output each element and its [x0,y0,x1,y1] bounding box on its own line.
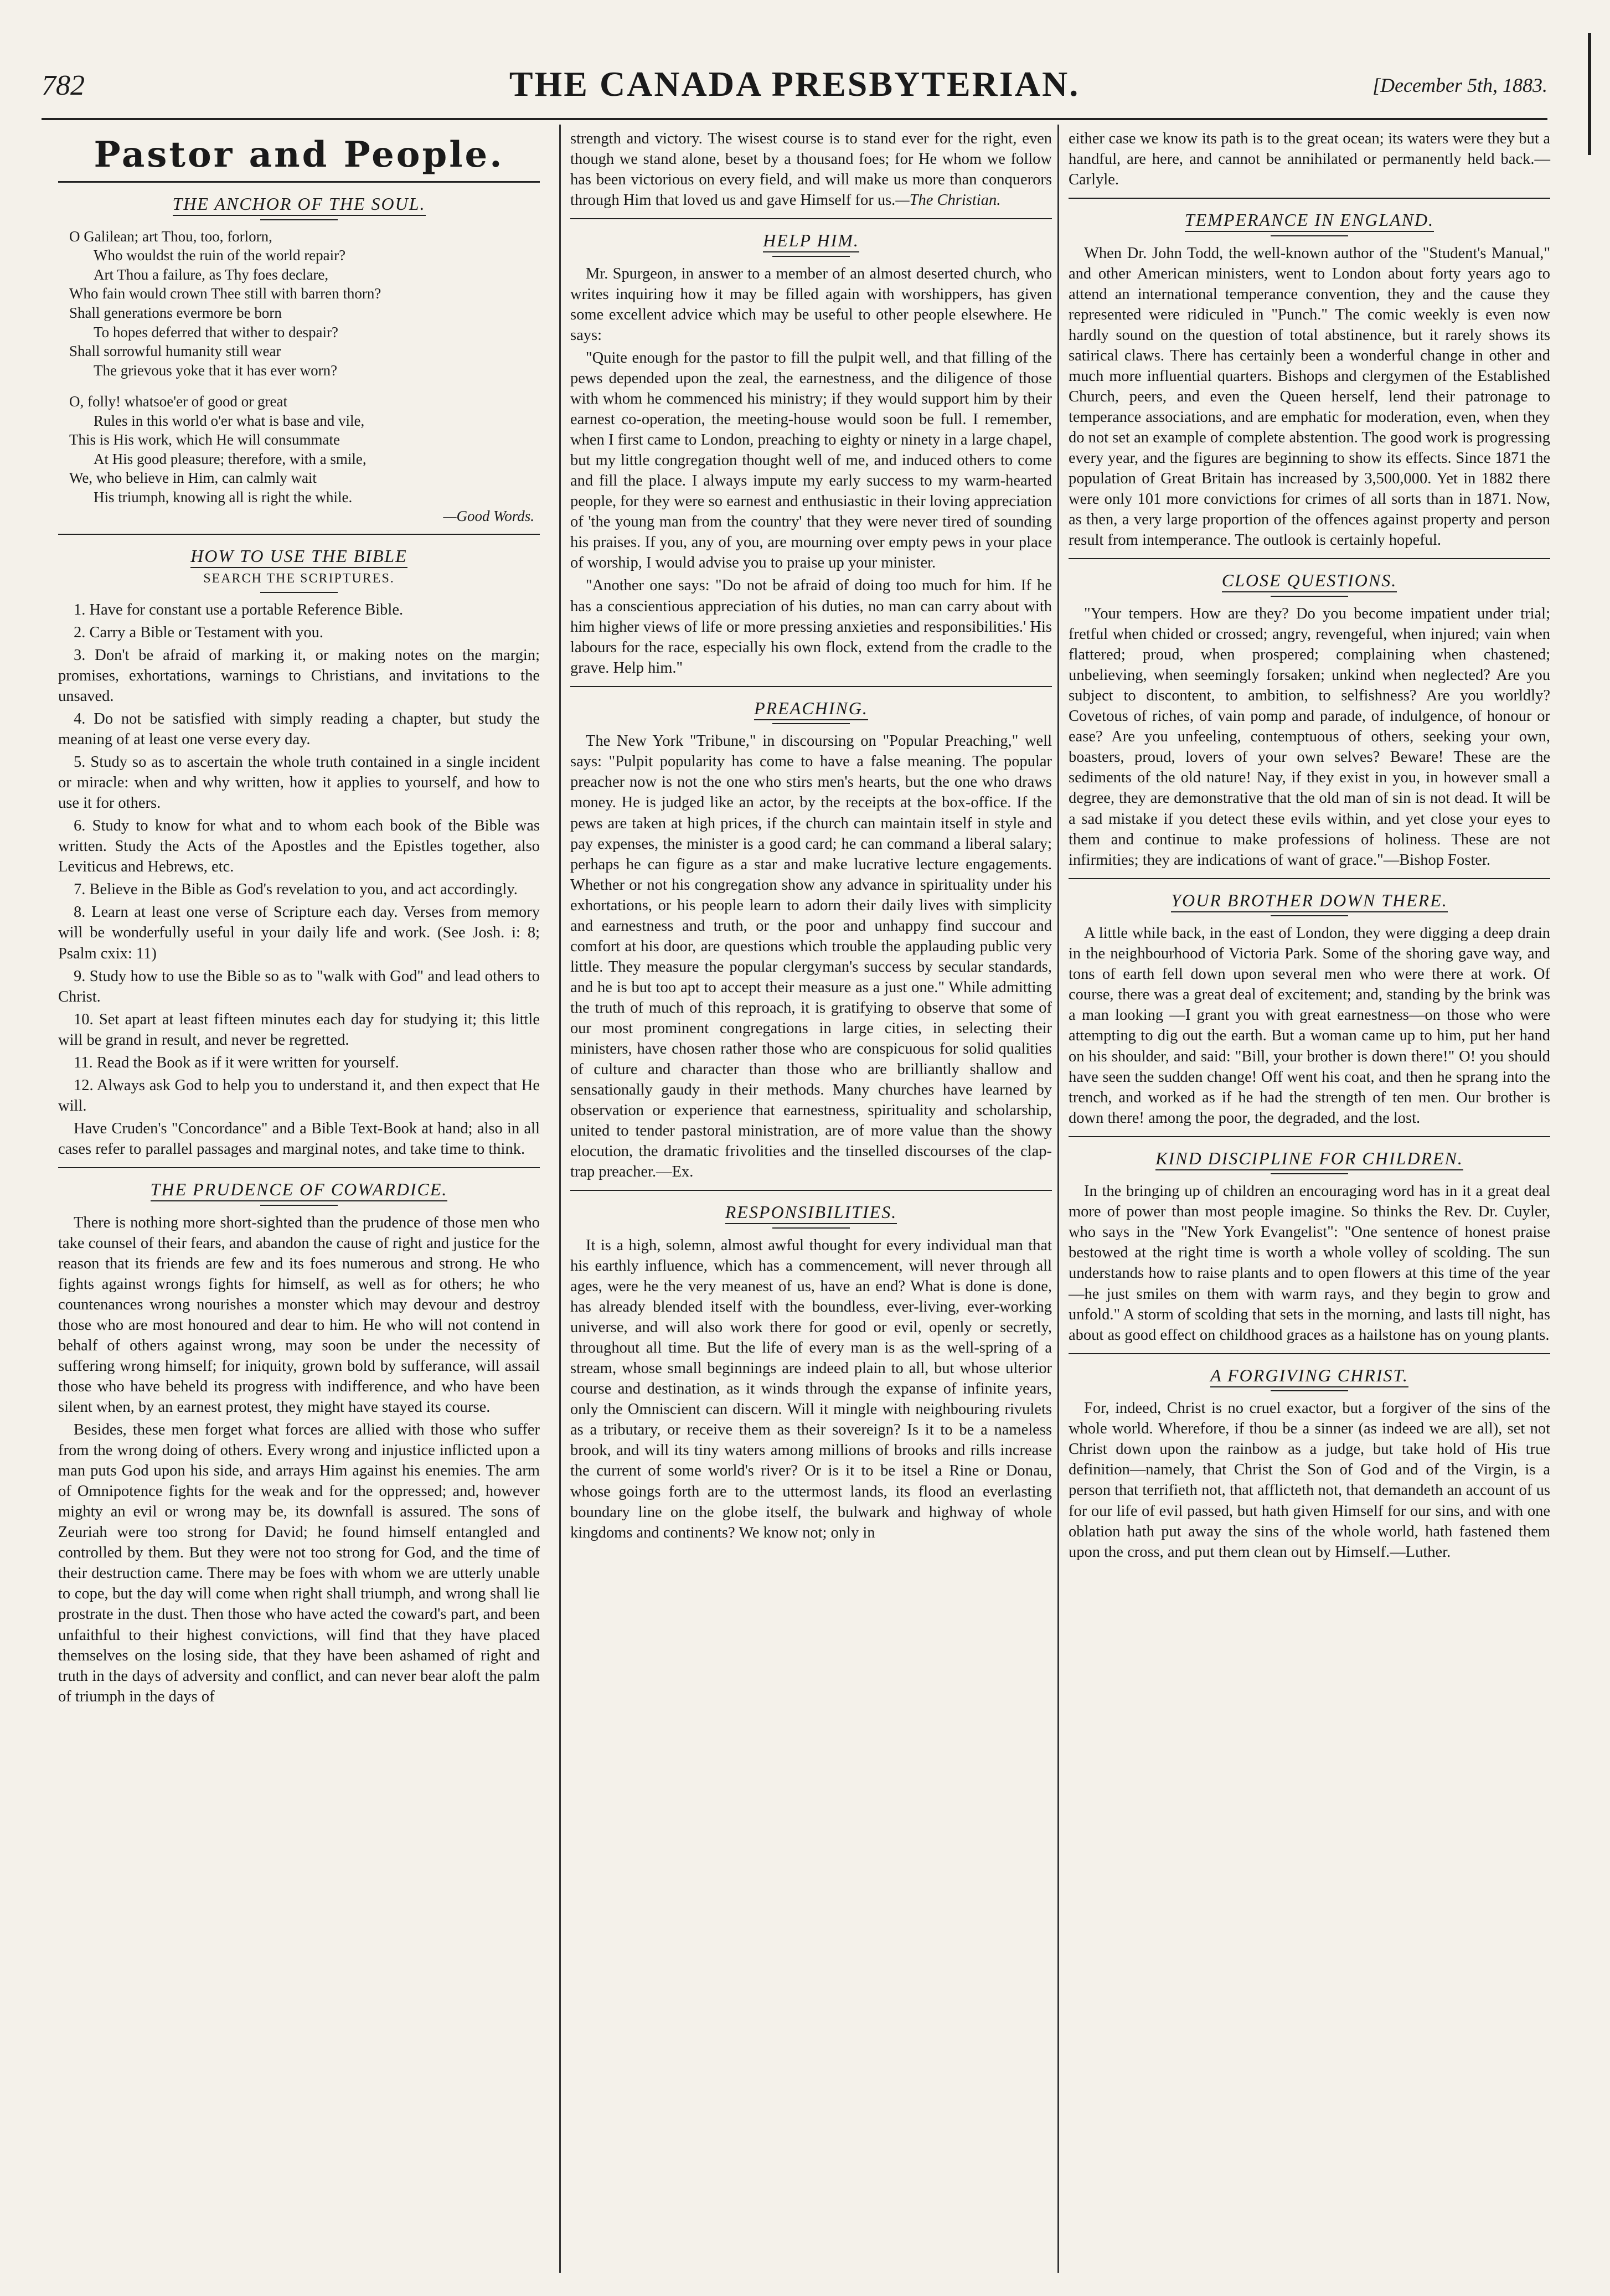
list-item: 12. Always ask God to help you to understand it, and then expect that He will. [58,1076,540,1115]
paragraph: either case we know its path is to the great ocean; its waters were they but a handful, are here, and cannot be annihilated or permanently held back.—Carlyle. [1069,130,1550,189]
section-masthead: Pastor and People. [94,134,504,176]
list-item: 11. Read the Book as if it were written for yourself. [74,1054,399,1071]
list-item: 7. Believe in the Bible as God's revelation to you, and act accordingly. [74,881,518,899]
section-rule [1069,878,1550,879]
paragraph: For, indeed, Christ is no cruel exactor, but a forgiver of the sins of the whole world. Wherefore, if thou be a sinner (as indeed we are all), set not Christ down upon the rainbow as a judge, but take hold of His true definition—namely, that Christ the Son of God and of the Virgin, is a person that terrifieth not, that afflicteth not, that demandeth an account of us for our life of evil passed, but hath given Himself for our sins, and with one oblation hath put away the sins of the whole world, hath fastened them upon the cross, and put them clean out by Himself.—Luther. [1069,1400,1550,1561]
title-separator [1271,1390,1348,1391]
title-separator [1271,1173,1348,1174]
column-2 [570,128,1052,1545]
article-title-temperance: TEMPERANCE IN ENGLAND. [1069,209,1550,232]
paragraph: Besides, these men forget what forces are allied with those who suffer from the wrong doing of others. Every wrong and injustice inflicted upon a man puts God upon his side, and arrays Him against his enemies. The arm of Omnipotence fights for the weak and for the oppressed; and, however mighty an evil or wrong may be, its downfall is assured. The sons of Zeuriah were too strong for David; he found himself entangled and controlled by them. But they were not too strong for God, and the time of their destruction came. There may be foes with whom we are utterly unable to cope, but the day will come when right shall triumph, and wrong shall lie prostrate in the dust. Then those who have acted the coward's part, and been unfaithful to their highest convictions, will find that they have placed themselves on the losing side, that they have been ashamed of right and truth in the days of adversity and conflict, and can never bear aloft the palm of triumph in the days of [58,1421,540,1705]
poem-line: Who wouldst the ruin of the world repair? [94,247,346,264]
paragraph: strength and victory. The wisest course is to stand ever for the right, even though we stand alone, beset by a thousand foes; for He whom we follow has been victorious on every field, and will make us more than conquerors through Him that loved us and gave Himself for us.—The Christian. [570,130,1052,209]
list-item: 8. Learn at least one verse of Scripture each day. Verses from memory will be wonderfully useful in your daily life and work. (See Josh. i: 8; Psalm cxix: 11) [58,904,540,962]
section-rule [1069,1136,1550,1137]
title-separator [772,1227,850,1229]
title-separator [1271,915,1348,916]
title-separator [260,1205,338,1206]
list-item: 5. Study so as to ascertain the whole truth contained in a single incident or miracle: when and why written, how it applies to yourself, and how to use it for others. [58,754,540,812]
poem-line: Shall generations evermore be born [69,304,282,321]
paragraph: There is nothing more short-sighted than the prudence of those men who take counsel of their fears, and abandon the cause of right and justice for the reason that its friends are few and its foes numerous and strong. He who fights against wrongs fights for himself, as well as for others; he who countenances wrong nourishes a monster which may devour and destroy those who are most honoured and dear to him. He who will not contend in behalf of others against wrong, may soon be under the necessity of suffering wrong himself; for iniquity, grown bold by sufferance, will assail those who have beheld its progress with indifference, and who have been silent when, by an earnest protest, they might have stayed its course. [58,1214,540,1416]
article-title-anchor: THE ANCHOR OF THE SOUL. [58,193,540,216]
poem-source: —Good Words. [443,508,534,525]
section-rule [58,534,540,535]
list-item: 10. Set apart at least fifteen minutes each day for studying it; this little will be grand in result, and never be regretted. [58,1010,540,1049]
column-3 [1069,128,1550,1565]
poem-line: At His good pleasure; therefore, with a smile, [94,450,367,467]
article-title-brother: YOUR BROTHER DOWN THERE. [1069,889,1550,912]
newspaper-title: THE CANADA PRESBYTERIAN. [509,64,1080,104]
title-separator [772,256,850,257]
column-rule-1 [559,125,561,2273]
section-rule [1069,198,1550,199]
title-separator [1271,596,1348,597]
poem-line: O Galilean; art Thou, too, forlorn, [69,228,272,245]
article-title-forgiving-christ: A FORGIVING CHRIST. [1069,1364,1550,1387]
article-source: —The Christian. [895,192,1001,209]
section-rule [58,1167,540,1168]
poem-line: The grievous yoke that it has ever worn? [94,362,338,379]
paragraph: A little while back, in the east of London, they were digging a deep drain in the neighbourhood of Victoria Park. Some of the shoring gave way, and tons of earth fell down upon several men who were there at work. Of course, there was a great deal of excitement; and, standing by the brink was a man looking —I grant you with great earnestness—on those who were attempting to dig out the earth. But a woman came up to him, put her hand on his shoulder, and said: "Bill, your brother is down there!" O! you should have seen the sudden change! Off went his coat, and then he sprang into the trench, and worked as if he had the strength of ten men. Our brother is down there! among the poor, the degraded, and the lost. [1069,925,1550,1127]
section-rule [570,218,1052,219]
masthead-rule [58,181,540,183]
title-separator [772,723,850,724]
paragraph: "Your tempers. How are they? Do you become impatient under trial; fretful when chided or crossed; angry, revengeful, when injured; vain when flattered; proud, when prospered; complaining when chastened; unbelieving, when seemingly forsaken; unkind when neglected? Are you subject to discontent, to ambition, to selfishness? Are you worldly? Covetous of riches, of vain pomp and parade, of indulgence, of honour or ease? Are you unfeeling, contemptuous of others, seeking your own, boasters, proud, lovers of your own selves? Beware! These are the sediments of the old nature! Nay, if they exist in you, in however small a degree, they are demonstrative that the old man of sin is not dead. It will be a sad mistake if you detect these evils within, and yet close your eyes to them and continue to make professions of holiness. These are not infirmities; they are indications of want of grace."—Bishop Foster. [1069,605,1550,869]
article-title-bible: HOW TO USE THE BIBLE [58,545,540,568]
section-rule [570,686,1052,687]
poem-line: Shall sorrowful humanity still wear [69,343,281,360]
title-separator [260,219,338,220]
poem-line: O, folly! whatsoe'er of good or great [69,393,287,410]
poem [69,227,540,526]
title-separator [1271,235,1348,236]
column-rule-2 [1057,125,1059,2273]
page-header [42,64,1547,113]
paragraph: Mr. Spurgeon, in answer to a member of an almost deserted church, who writes inquiring how it may be filled again with worshippers, has given some excellent advice which may be useful to other people elsewhere. He says: [570,265,1052,344]
paragraph: In the bringing up of children an encouraging word has in it a great deal more of power than most people imagine. So thinks the Rev. Dr. Cuyler, who says in the "New York Evangelist": "One sentence of honest praise bestowed at the right time is worth a whole volley of scolding. The sun understands how to raise plants and to open flowers at this time of the year—he just smiles on them with warm rays, and they begin to grow and unfold." A storm of scolding that sets in the morning, and lasts till night, has about as good effect on childhood graces as a hailstone has on young plants. [1069,1183,1550,1344]
paragraph: "Another one says: "Do not be afraid of doing too much for him. If he has a conscientious appreciation of his duties, no man can carry about with him higher views of life or more pressing anxieties and responsibilities.' His labours for the race, especially his own flock, extend from the cradle to the grave. Help him." [570,577,1052,677]
article-title-preaching: PREACHING. [570,697,1052,720]
margin-mark [1588,33,1591,155]
header-rule [42,118,1547,120]
article-title-kind-discipline: KIND DISCIPLINE FOR CHILDREN. [1069,1147,1550,1170]
list-item: 6. Study to know for what and to whom each book of the Bible was written. Study the Acts of the Apostles and the Epistles together, also Leviticus and Hebrews, etc. [58,817,540,876]
title-separator [260,592,338,593]
column-1 [58,128,540,1709]
paragraph: The New York "Tribune," in discoursing on "Popular Preaching," well says: "Pulpit popularity has come to have a false meaning. The popular preacher now is not the one who stirs men's hearts, but the one who draws money. He is judged like an actor, by the receipts at the box-office. If the pews are taken at high prices, if the church can maintain itself in style and pay expenses, the minister is a good card; he can command a liberal salary; perhaps he can figure as a star and make lucrative lecture engagements. Whether or not his congregation show any advance in spirituality under his exhortations, or his people learn to adorn their daily lives with simplicity and earnestness and truth, or the poor and unhappy find succour and comfort at his door, are questions which trouble the applauding public very little. They measure the popular clergyman's success by secular standards, and he is but too apt to accept their measure as a just one." While admitting the truth of much of this reproach, it is gratifying to observe that some of our most prominent congregations in large cities, in selecting their ministers, have chosen rather those who are conspicuous for solid qualities of culture and character than those who are brilliantly shallow and sensationally gaudy in their methods. Many churches have learned by observation or experience that earnestness, spirituality and scholarship, united to tender pastoral ministration, are of more value than the showy elocution, the dramatic frivolities and the tinselled discourses of the clap-trap preacher.—Ex. [570,732,1052,1181]
article-title-help: HELP HIM. [570,229,1052,252]
article-title-prudence: THE PRUDENCE OF COWARDICE. [58,1178,540,1201]
poem-line: Art Thou a failure, as Thy foes declare, [94,266,329,283]
list-item: 9. Study how to use the Bible so as to "walk with God" and lead others to Christ. [58,967,540,1005]
article-subtitle-bible: SEARCH THE SCRIPTURES. [203,571,395,586]
paragraph: When Dr. John Todd, the well-known author of the "Student's Manual," and other American ministers, went to London about forty years ago to attend an international temperance convention, they and the cause they represented were ridiculed in "Punch." The comic weekly is even now hardly sound on the question of total abstinence, but it rarely shows its satirical claws. There has certainly been a wonderful change in other and much more influential quarters. Bishops and clergymen of the Established Church, peers, and even the Queen herself, lend their patronage to temperance associations, and are emphatic for moderation, even, when they do not set an example of complete abstention. The good work is progressing every year, and the figures are beginning to show its effects. Since 1871 the population of Great Britain has increased by 3,500,000. Yet in 1882 there were only 101 more convictions for crimes of all sorts than in 1871. Now, as then, a very large proportion of the offences against property and person result from intemperance. The outlook is certainly hopeful. [1069,244,1550,549]
poem-line: His triumph, knowing all is right the while. [94,488,353,505]
poem-line: This is His work, which He will consummate [69,431,340,448]
poem-line: To hopes deferred that wither to despair? [94,323,338,340]
article-title-close-questions: CLOSE QUESTIONS. [1069,569,1550,592]
section-rule [1069,1353,1550,1354]
list-item: 4. Do not be satisfied with simply reading a chapter, but study the meaning of at least one verse every day. [58,710,540,749]
section-rule [570,1190,1052,1191]
list-item: Have Cruden's "Concordance" and a Bible Text-Book at hand; also in all cases refer to parallel passages and marginal notes, and take time to think. [58,1119,540,1158]
issue-date: [December 5th, 1883. [1372,74,1547,96]
page-number: 782 [42,70,85,101]
poem-line: Who fain would crown Thee still with barren thorn? [69,285,381,302]
list-item: 3. Don't be afraid of marking it, or making notes on the margin; promises, exhortations, warnings to Christians, and invitations to the unsaved. [58,646,540,705]
list-item: 1. Have for constant use a portable Reference Bible. [74,601,404,618]
stanza-gap [69,380,540,392]
article-title-responsibilities: RESPONSIBILITIES. [570,1201,1052,1224]
list-item: 2. Carry a Bible or Testament with you. [74,623,324,641]
section-rule [1069,558,1550,559]
poem-line: Rules in this world o'er what is base and vile, [94,412,365,429]
poem-line: We, who believe in Him, can calmly wait [69,469,317,487]
paragraph: It is a high, solemn, almost awful thought for every individual man that his earthly influence, which has a commencement, will never through all ages, were he the very meanest of us, have an end? What is done is done, has already blended itself with the boundless, ever-living, ever-working universe, and will also work there for good or evil, openly or secretly, throughout all time. But the life of every man is as the well-spring of a stream, whose small beginnings are indeed plain to all, but whose ulterior course and destination, as it winds through the expanse of infinite years, only the Omniscient can discern. Will it mingle with neighbouring rivulets as a tributary, or receive them as their sovereign? Is it to be a nameless brook, and will its tiny waters among millions of brooks and rills increase the current of some world's river? Or is it to be itsel a Rine or Donau, whose goings forth are to the uttermost lands, its flood an everlasting boundary line on the globe itself, the bulwark and highway of whole kingdoms and continents? We know not; only in [570,1236,1052,1541]
paragraph: "Quite enough for the pastor to fill the pulpit well, and that filling of the pews depended upon the zeal, the earnestness, and the diligence of those with whom he commenced his ministry; if they would support him by their earnest co-operation, the meeting-house would soon be full. I remember, when I first came to London, preaching to eighty or ninety in a large chapel, but my little congregation thought well of me, and induced others to come and fill the place. I always impute my early success to my warm-hearted people, for they were so earnest and enthusiastic in their loving appreciation of 'the young man from the country' that they were never tired of sounding his praises. If you, any of you, are mourning over empty pews in your place of worship, I would advise you to praise up your minister. [570,349,1052,572]
bible-list [58,600,540,1159]
